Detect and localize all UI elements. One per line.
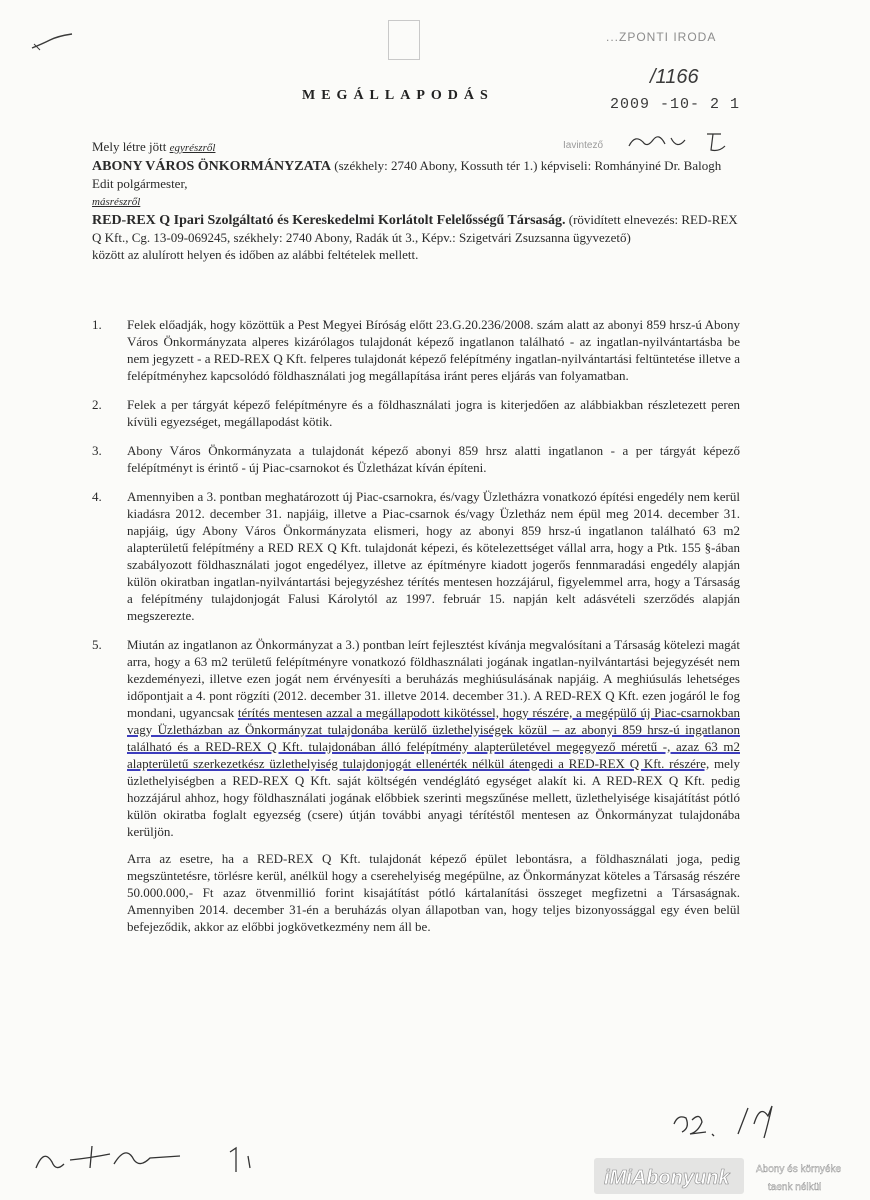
registry-stamp-office: ...ZPONTI IRODA (606, 30, 717, 44)
clauses-list (92, 316, 740, 947)
parties-section (92, 138, 740, 263)
registry-stamp-label: Iavintező (563, 140, 604, 151)
clause-text (127, 636, 740, 840)
second-party-name: RED-REX Q Ipari Szolgáltató és Kereskedelmi Korlátolt Felelősségű Társaság. (92, 213, 566, 228)
site-watermark (592, 1152, 870, 1200)
clause-number: 1. (92, 317, 102, 332)
second-party-detail: (rövidített elnevezés: RED-REX Q Kft., Cg. 13-09-069245, székhely: 2740 Abony, Radák út 3., Képv.: Szigetvári Zsuzsanna ügyvezető) (92, 212, 738, 245)
watermark-tagline-1: Abony és környéke (756, 1164, 842, 1175)
pen-scribble-mark (30, 30, 80, 52)
registry-stamp-date: 2009 -10- 2 1 (610, 96, 741, 113)
intro-lead: Mely létre jött (92, 139, 167, 154)
clause-5 (92, 636, 740, 935)
clause-text: Felek előadják, hogy közöttük a Pest Megyei Bíróság előtt 23.G.20.236/2008. szám alatt az abonyi 859 hrsz-ú Abony Város Önkormányzata alperes kizárólagos tulajdonát képező ingatlanon található - az ingatlan-nyilvántartásba be nem jegyzett - a RED-REX Q Kft. felperes tulajdonát képező felépítmény ingatlan-nyilvántartási feltüntetése illetve a felépítményhez kapcsolódó földhasználati jog megállapítása iránt peres eljárás van folyamatban. (127, 317, 740, 383)
clause-5-paragraph-2: Arra az esetre, ha a RED-REX Q Kft. tulajdonát képező épület lebontásra, a földhasználati joga, pedig megszüntetésre, törlésre kerül, anélkül hogy a cserehelyiség megépülne, az Önkormányzat köteles a Társaság részére 50.000.000,- Ft azaz ötvenmillió forint kisajátítást pótló kártalanítási összeget megfizetni a Társaságnak. Amennyiben 2014. december 31-én a beruházás olyan állapotban van, hogy teljes bizonyossággal egy éven belül befejeződik, akkor az előbbi jogkövetkezmény nem áll be. (127, 851, 740, 934)
clause-5-underlined-passage: térítés mentesen azzal a megállapodott kikötéssel, hogy részére, a megépülő új Piac-csarnokban vagy Üzletházban az Önkormányzat tulajdonába kerülő üzlethelyiségek közül – az abonyi 859 hrsz-ú ingatlanon található és a RED-REX Q Kft. tulajdonában álló felépítmény alapterületével megegyező méretű -, azaz 63 m2 alapterületű szerkezetkész üzlethelyiség tulajdonjogát ellenérték nélkül átengedi a RED-REX Q Kft. részére, (127, 705, 740, 771)
clause-3 (92, 442, 740, 476)
first-party-detail: (székhely: 2740 Abony, Kossuth tér 1.) képviseli: Romhányiné Dr. Balogh Edit polgármester, (92, 158, 722, 191)
watermark-tagline-2: taenk nélkül (768, 1182, 822, 1193)
first-party-name: ABONY VÁROS ÖNKORMÁNYZATA (92, 159, 332, 174)
clause-4 (92, 488, 740, 624)
clause-text: Abony Város Önkormányzata a tulajdonát képező abonyi 859 hrsz alatti ingatlanon - a per tárgyát képező felépítményt is érintő - új Piac-csarnokot és Üzletházat kíván építeni. (127, 443, 740, 475)
clause-1 (92, 316, 740, 384)
clause-5-text-before: Miután az ingatlanon az Önkormányzat a 3.) pontban leírt fejlesztést kívánja megvalósítani a Társaság kötelezi magát arra, hogy a 63 m2 területű felépítményre vonatkozó földhasználati jogának ingatlan-nyilvántartási bejegyzését nem kezdeményezi, illetve ezen jogát nem érvényesíti a beruházás meghiúsulásának napjáig. A meghiúsulás lehetséges időpontjait a 4. pont rögzíti (2012. december 31. illetve 2014. december 31.). A RED-REX Q Kft. ezen jogáról le fog mondani, ugyancsak (127, 637, 740, 720)
watermark-brand: iMiAbonyunk (604, 1167, 730, 1189)
clause-2 (92, 396, 740, 430)
handwritten-page-note (668, 1094, 788, 1142)
document-title: MEGÁLLAPODÁS (302, 88, 494, 103)
handwritten-signature-bottom (30, 1128, 280, 1180)
clause-number: 3. (92, 443, 102, 458)
intro-closing: között az alulírott helyen és időben az alábbi feltételek mellett. (92, 247, 419, 262)
second-party-label: másrészről (92, 196, 141, 208)
registry-stamp-number: /1166 (650, 66, 699, 88)
first-party-label: egyrészről (169, 142, 216, 154)
clause-number: 4. (92, 489, 102, 504)
clause-5-text-after: mely üzlethelyiségben a RED-REX Q Kft. saját költségén vendéglátó egységet alakít ki. A RED-REX Q Kft. pedig hozzájárul ahhoz, hogy földhasználati jogának előbbiek szerinti megszűnése mellett, üzlethelyisége kisajátítást pótló külön okiratba foglalt egyezség (csere) útján további anyagi térítéstől mentesen az Önkormányzat tulajdonába kerüljön. (127, 756, 740, 839)
binder-mark (388, 20, 420, 60)
clause-number: 5. (92, 637, 102, 652)
clause-text: Amennyiben a 3. pontban meghatározott új Piac-csarnokra, és/vagy Üzletházra vonatkozó építési engedély nem kerül kiadásra 2012. december 31. napjáig, illetve a Piac-csarnok és/vagy Üzletház nem épül meg 2014. december 31. napjáig, úgy Abony Város Önkormányzata elismeri, hogy az abonyi 859 hrsz-ú ingatlanon található 63 m2 alapterületű felépítmény a RED REX Q Kft. tulajdonát képezi, és kötelezettséget vállal arra, hogy a Ptk. 155 §-ában szabályozott földhasználati jogot engedélyez, illetve az építményre kiadott jogerős fennmaradási engedély alapján külön okiratban ingatlan-nyilvántartási bejegyzéshez térítés mentesen hozzájárul, figyelemmel arra, hogy a Társaság a felépítmény tulajdonjogát Falusi Károlytól az 1997. február 15. napján kelt adásvételi szerződés alapján megszerezte. (127, 489, 740, 623)
clause-text: Felek a per tárgyát képező felépítményre és a földhasználati jogra is kiterjedően az alábbiakban részletezett peren kívüli egyezséget, megállapodást kötik. (127, 397, 740, 429)
clause-number: 2. (92, 397, 102, 412)
